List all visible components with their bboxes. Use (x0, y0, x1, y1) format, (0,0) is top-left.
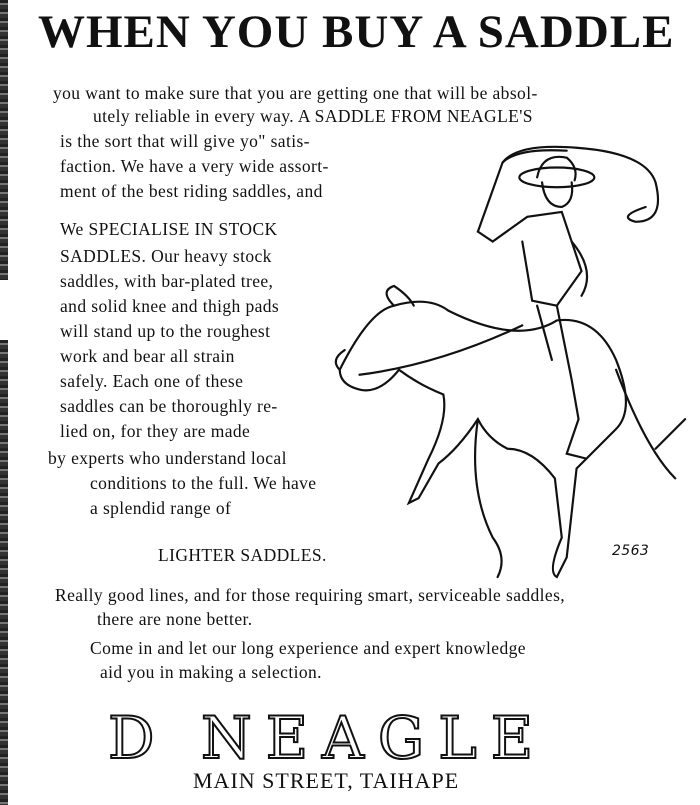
body-line: is the sort that will give yo" satis- (60, 131, 310, 151)
illustration-number: 2563 (612, 543, 650, 559)
body-line: safely. Each one of these (60, 371, 244, 391)
body-line: Really good lines, and for those requiring smart, serviceable saddles, (55, 585, 566, 605)
body-line: Come in and let our long experience and expert knowledge (90, 638, 526, 658)
business-name: D NEAGLE (108, 704, 548, 772)
ad-headline: WHEN YOU BUY A SADDLE (38, 6, 675, 58)
body-line: ment of the best riding saddles, and (60, 181, 323, 201)
body-line: aid you in making a selection. (100, 662, 322, 682)
body-line: will stand up to the roughest (60, 321, 271, 341)
body-line: a splendid range of (90, 498, 232, 518)
body-line: faction. We have a very wide assort- (60, 156, 329, 176)
body-line: lied on, for they are made (60, 421, 251, 441)
body-line: there are none better. (97, 609, 253, 629)
body-line: by experts who understand local (48, 448, 287, 468)
business-address: MAIN STREET, TAIHAPE (193, 768, 460, 793)
body-line: utely reliable in every way. A SADDLE FROM NEAGLE'S (93, 106, 533, 126)
body-line: you want to make sure that you are getting one that will be absol- (53, 83, 538, 103)
body-line: SADDLES. Our heavy stock (60, 246, 272, 266)
page-edge-border (0, 340, 8, 805)
body-line: saddles, with bar-plated tree, (60, 271, 274, 291)
body-line: work and bear all strain (60, 346, 235, 366)
body-line: saddles can be thoroughly re- (60, 396, 278, 416)
body-line: conditions to the full. We have (90, 473, 317, 493)
body-line: We SPECIALISE IN STOCK (60, 219, 278, 239)
body-line: and solid knee and thigh pads (60, 296, 280, 316)
horse-and-rider-illustration (320, 120, 695, 590)
subheading-lighter-saddles: LIGHTER SADDLES. (158, 545, 327, 565)
page-edge-border (0, 0, 8, 280)
